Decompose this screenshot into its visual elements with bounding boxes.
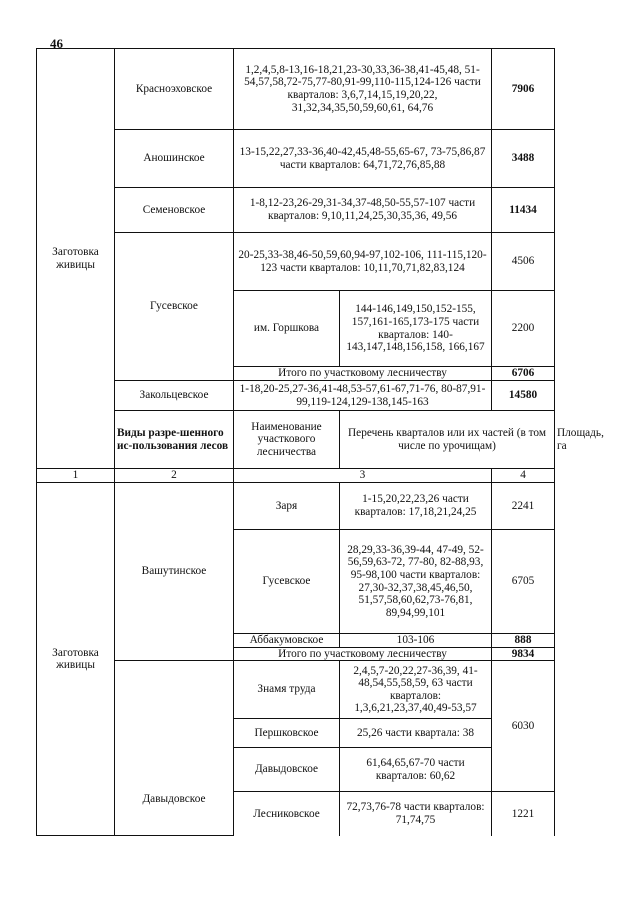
header-quarters: Перечень кварталов или их частей (в том числе по урочищам) [340, 411, 555, 469]
quarters-cell: 144-146,149,150,152-155, 157,161-165,173-175 части кварталов: 140-143,147,148,156,158, 166,167 [340, 291, 492, 367]
sub-forestry-name: Першковское [234, 719, 340, 748]
page-number: 46 [50, 36, 63, 51]
area-cell: 4506 [492, 233, 555, 291]
area-cell: 11434 [492, 188, 555, 233]
quarters-cell: 1,2,4,5,8-13,16-18,21,23-30,33,36-38,41-45,48, 51-54,57,58,72-75,77-80,91-99,110-115,124-126 части кварталов: 3,6,7,14,15,19,20,22, 31,32,34,35,50,59,60,61, 64,76 [234, 49, 492, 130]
quarters-cell: 2,4,5,7-20,22,27-36,39, 41-48,54,55,58,59, 63 части кварталов: 1,3,6,21,23,37,40,49-53,57 [340, 661, 492, 719]
total-label: Итого по участковому лесничеству [234, 367, 492, 381]
header-forestry: Наименование участкового лесничества [234, 411, 340, 469]
quarters-cell: 1-15,20,22,23,26 части кварталов: 17,18,21,24,25 [340, 483, 492, 530]
area-cell: 1221 [492, 792, 555, 836]
sub-forestry-name: Давыдовское [234, 748, 340, 792]
forestry-name: Красноэховское [115, 49, 234, 130]
quarters-cell: 28,29,33-36,39-44, 47-49, 52-56,59,63-72, 77-80, 82-88,93, 95-98,100 части кварталов: 27,30-32,37,38,45,46,50, 51,57,58,60,62,73-76,81, 89,94,99,101 [340, 530, 492, 634]
quarters-cell: 13-15,22,27,33-36,40-42,45,48-55,65-67, 73-75,86,87 части кварталов: 64,71,72,76,85,88 [234, 130, 492, 188]
area-cell: 888 [492, 634, 555, 648]
forestry-name: Вашутинское [115, 483, 234, 661]
forestry-name: Гусевское [115, 233, 234, 381]
usage-cell: Заготовка живицы [37, 49, 115, 469]
area-cell: 14580 [492, 381, 555, 411]
header-usage: Виды разре-шенного ис-пользования лесов [115, 411, 234, 469]
sub-forestry-name: Заря [234, 483, 340, 530]
quarters-cell: 20-25,33-38,46-50,59,60,94-97,102-106, 111-115,120-123 части кварталов: 10,11,70,71,82,83,124 [234, 233, 492, 291]
forest-quarters-table: Заготовка живицы Красноэховское 1,2,4,5,8-13,16-18,21,23-30,33,36-38,41-45,48, 51-54,57,58,72-75,77-80,91-99,110-115,124-126 части кварталов: 3,6,7,14,15,19,20,22, 31,32,34,35,50,59,60,61, 64,76 7906 Аношинское 13-15,22,27,33-36,40-42,45,48-55,65-67, 73-75,86,87 части кварталов: 64,71,72,76,85,88 3488 Семеновское 1-8,12-23,26-29,31-34,37-48,50-55,57-107 части кварталов: 9,10,11,24,25,30,35,36, 49,56 11434 Гусевское 20-25,33-38,46-50,59,60,94-97,102-106, 111-115,120-123 части кварталов: 10,11,70,71,82,83,124 4506 им. Горшкова 144-146,149,150,152-155, 157,161-165,173-175 части кварталов: 140-143,147,148,156,158, 166,167 2200 Итого по участковому лесничеству 6706 Закольцевское 1-18,20-25,27-36,41-48,53-57,61-67,71-76, 80-87,91-99,119-124,129-138,145-163 14580 Виды разре-шенного ис-пользования лесов Наименование участкового лесничества Перечень кварталов или их частей (в том числе по урочищам) Площадь, га 1 2 3 4 Заготовка живицы Вашутинское Заря 1-15,20,22,23,26 части кварталов: 17,18,21,24,25 2241 Гусевское 28,29,33-36,39-44, 47-49, 52-56,59,63-72, 77-80, 82-88,93, 95-98,100 части кварталов: 27,30-32,37,38,45,46,50, 51,57,58,60,62,73-76,81, 89,94,99,101 6705 Аббакумовское 103-106 888 Итого по участковому лесничеству 9834 Давыдовское Знамя труда 2,4,5,7-20,22,27-36,39, 41-48,54,55,58,59, 63 части кварталов: 1,3,6,21,23,37,40,49-53,57 6030 Першковское 25,26 части квартала: 38 Давыдовское 61,64,65,67-70 части кварталов: 60,62 Лесниковское 72,73,76-78 части кварталов: 71,74,75 1221 [36, 48, 555, 836]
header-num-4: 4 [492, 469, 555, 483]
forestry-name: Семеновское [115, 188, 234, 233]
area-cell: 3488 [492, 130, 555, 188]
total-area: 6706 [492, 367, 555, 381]
sub-forestry-name: Лесниковское [234, 792, 340, 836]
sub-forestry-name: Знамя труда [234, 661, 340, 719]
quarters-cell: 103-106 [340, 634, 492, 648]
quarters-cell: 1-18,20-25,27-36,41-48,53-57,61-67,71-76, 80-87,91-99,119-124,129-138,145-163 [234, 381, 492, 411]
header-num-1: 1 [37, 469, 115, 483]
area-cell: 2200 [492, 291, 555, 367]
area-cell: 7906 [492, 49, 555, 130]
usage-cell: Заготовка живицы [37, 483, 115, 836]
total-label: Итого по участковому лесничеству [234, 647, 492, 661]
area-cell: 6705 [492, 530, 555, 634]
group-area-cell: 6030 [492, 661, 555, 792]
quarters-cell: 1-8,12-23,26-29,31-34,37-48,50-55,57-107 части кварталов: 9,10,11,24,25,30,35,36, 49,56 [234, 188, 492, 233]
total-area: 9834 [492, 647, 555, 661]
area-cell: 2241 [492, 483, 555, 530]
forestry-name: Давыдовское [115, 661, 234, 836]
sub-forestry-name: Гусевское [234, 530, 340, 634]
quarters-cell: 72,73,76-78 части кварталов: 71,74,75 [340, 792, 492, 836]
sub-forestry-name: Аббакумовское [234, 634, 340, 648]
quarters-cell: 25,26 части квартала: 38 [340, 719, 492, 748]
sub-forestry-name: им. Горшкова [234, 291, 340, 367]
forestry-name: Аношинское [115, 130, 234, 188]
forestry-name: Закольцевское [115, 381, 234, 411]
header-num-2: 2 [115, 469, 234, 483]
header-num-3: 3 [234, 469, 492, 483]
quarters-cell: 61,64,65,67-70 части кварталов: 60,62 [340, 748, 492, 792]
